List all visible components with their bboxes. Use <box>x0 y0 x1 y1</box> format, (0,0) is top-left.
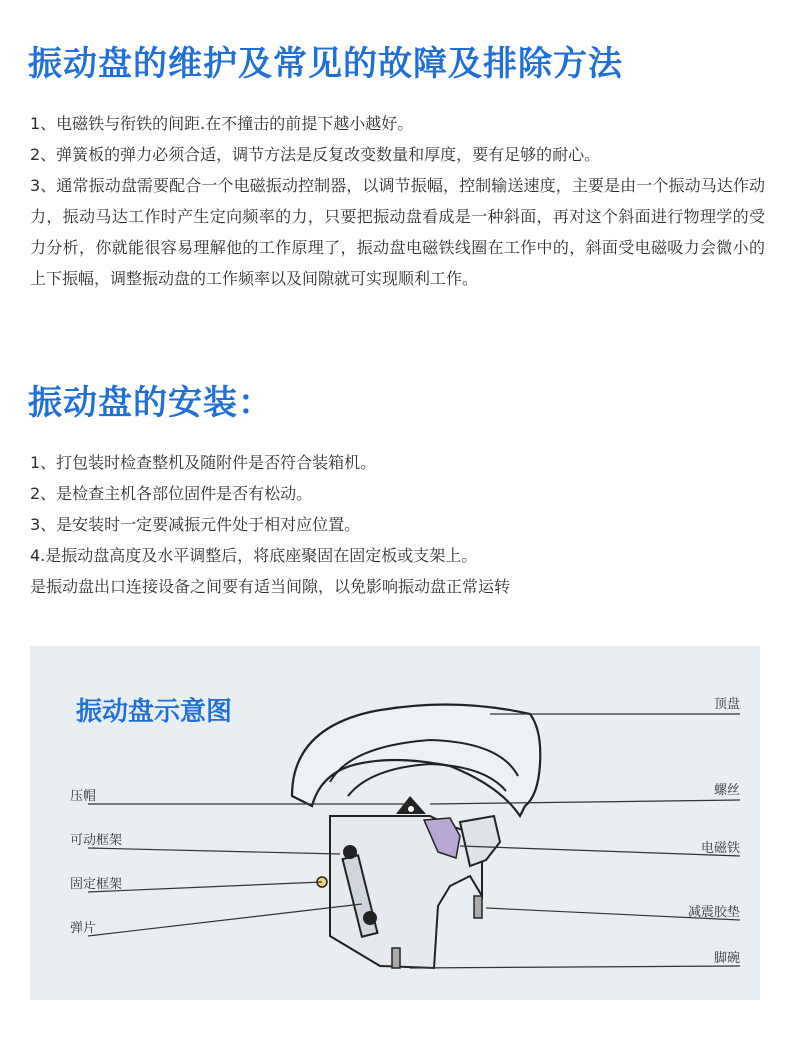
leader-line-magnet <box>460 846 740 856</box>
installation-item-2: 2、是检查主机各部位固件是否有松动。 <box>30 484 313 503</box>
label-press-cap: 压帽 <box>70 789 97 804</box>
leader-line-screw <box>430 800 740 804</box>
foot-right <box>474 896 482 918</box>
installation-item-5: 是振动盘出口连接设备之间要有适当间隙，以免影响振动盘正常运转 <box>30 577 511 596</box>
leader-line-foot <box>410 966 740 968</box>
leader-line-movable-frame <box>88 848 340 854</box>
label-top-bowl: 顶盘 <box>713 697 740 712</box>
installation-item-3: 3、是安装时一定要减振元件处于相对应位置。 <box>30 515 361 534</box>
label-foot-cup: 脚碗 <box>713 951 740 966</box>
label-spring: 弹片 <box>70 921 97 936</box>
installation-item-1: 1、打包装时检查整机及随附件是否符合装箱机。 <box>30 453 377 472</box>
maintenance-item-1: 1、电磁铁与衔铁的间距.在不撞击的前提下越小越好。 <box>30 114 414 133</box>
label-fixed-frame: 固定框架 <box>70 877 123 892</box>
maintenance-list <box>30 108 765 294</box>
installation-item-4: 4.是振动盘高度及水平调整后，将底座聚固在固定板或支架上。 <box>30 546 478 565</box>
press-cap-dot <box>408 806 414 812</box>
label-movable-frame: 可动框架 <box>70 833 123 848</box>
leader-line-spring <box>88 904 362 936</box>
leader-line-fixed-frame <box>88 882 322 892</box>
diagram-title: 振动盘示意图 <box>76 697 233 727</box>
maintenance-item-3: 3、通常振动盘需要配合一个电磁振动控制器，以调节振幅，控制输送速度，主要是由一个振动马达作动力，振动马达工作时产生定向频率的力，只要把振动盘看成是一种斜面，再对这个斜面进行物理学的受力分析，你就能很容易理解他的工作原理了，振动盘电磁铁线圈在工作中的，斜面受电磁吸力会微小的上下振幅，调整振动盘的工作频率以及间隙就可实现顺利工作。 <box>30 176 765 288</box>
vibratory-bowl-diagram <box>30 646 760 1000</box>
label-screw: 螺丝 <box>713 783 740 798</box>
installation-list <box>30 447 765 602</box>
diagram-svg <box>30 646 760 1000</box>
bolt-2 <box>363 911 377 925</box>
top-bowl-shape <box>292 704 540 816</box>
section-title-maintenance: 振动盘的维护及常见的故障及排除方法 <box>28 44 623 84</box>
bolt-1 <box>343 845 357 859</box>
section-title-installation: 振动盘的安装： <box>28 383 273 423</box>
label-damper-pad: 减震胶垫 <box>687 905 740 920</box>
maintenance-item-2: 2、弹簧板的弹力必须合适，调节方法是反复改变数量和厚度，要有足够的耐心。 <box>30 145 601 164</box>
foot-left <box>392 948 400 968</box>
label-electromagnet: 电磁铁 <box>700 841 740 856</box>
